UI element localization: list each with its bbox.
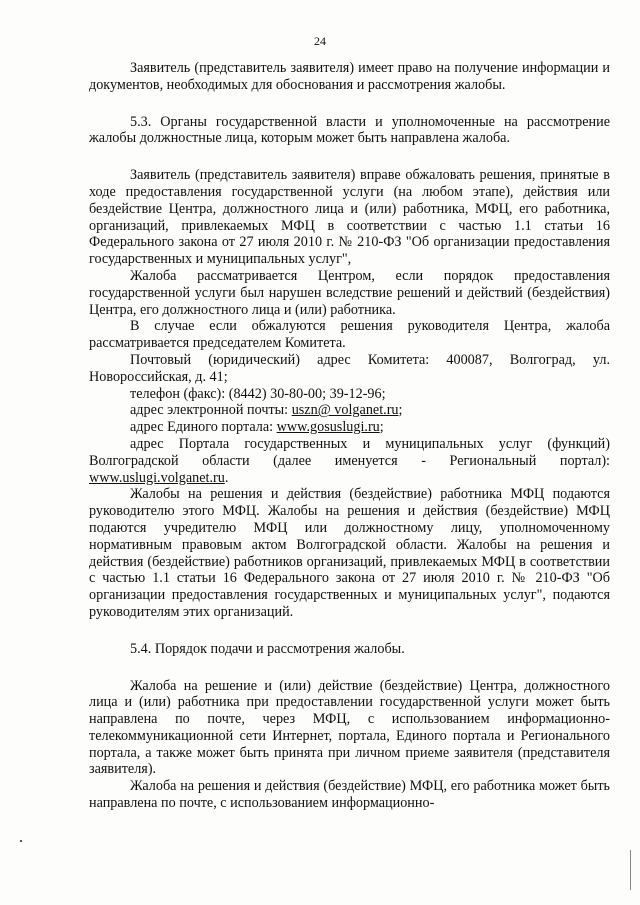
document-body [89,60,610,812]
paragraph-complaint-review: Жалоба рассматривается Центром, если порядок предоставления государственной услуги был нарушен вследствие решений и действий (бездействия) Центра, его должностного лица и (или) работника. [89,267,610,318]
paragraph-right-to-appeal: Заявитель (представитель заявителя) вправе обжаловать решения, принятые в ходе предоставления государственной услуги (на любом этапе), действия или бездействие Центра, должностного лица и (или) работника, МФЦ, его работника, организаций, привлекаемых МФЦ в соответствии с частью 1.1 статьи 16 Федерального закона от 27 июля 2010 г. № 210-ФЗ "Об организации предоставления государственных и муниципальных услуг", [89,167,610,268]
regional-portal-suffix: . [224,469,229,486]
paragraph-head-decisions: В случае если обжалуются решения руководителя Центра, жалоба рассматривается председателем Комитета. [89,318,610,352]
unified-portal-link[interactable]: www.gosuslugi.ru [276,419,380,436]
paragraph-postal-address: Почтовый (юридический) адрес Комитета: 400087, Волгоград, ул. Новороссийская, д. 41; [89,351,610,385]
section-heading-5-4: 5.4. Порядок подачи и рассмотрения жалобы. [130,640,405,657]
email-link[interactable]: uszn@ volganet.ru [291,402,399,419]
paragraph-mfc-complaint-submission: Жалоба на решения и действия (бездействие) МФЦ, его работника может быть направлена по почте, с использованием информационно- [89,778,610,812]
paragraph-unified-portal [89,419,610,436]
unified-portal-suffix: ; [379,419,384,436]
regional-portal-text: адрес Портала государственных и муниципальных услуг (функций) Волгоградской области (далее именуется - Региональный портал): [89,435,610,469]
paragraph-phone: телефон (факс): (8442) 30-80-00; 39-12-96; [130,385,386,402]
scan-dot [20,840,22,842]
paragraph-right-to-information: Заявитель (представитель заявителя) имеет право на получение информации и документов, необходимых для обоснования и рассмотрения жалобы. [89,60,610,93]
scan-edge-mark [630,850,631,890]
paragraph-regional-portal [89,436,610,486]
paragraph-email [89,402,610,419]
paragraph-complaint-submission: Жалоба на решение и (или) действие (бездействие) Центра, должностного лица и (или) работника при предоставлении государственной услуги может быть направлена по почте, через МФЦ, с использованием информационно-телекоммуникационной сети Интернет, портала, Единого портала и Регионального портала, а также может быть принята при личном приеме заявителя (представителя заявителя). [89,677,610,778]
email-label: адрес электронной почты: [130,402,292,419]
unified-portal-label: адрес Единого портала: [130,419,277,436]
email-suffix: ; [398,402,403,419]
page-number: 24 [314,34,326,48]
paragraph-mfc-complaints: Жалобы на решения и действия (бездействие) работника МФЦ подаются руководителю этого МФЦ. Жалобы на решения и действия (бездействие) МФЦ подаются учредителю МФЦ или должностному лицу, уполномоченному нормативным правовым актом Волгоградской области. Жалобы на решения и действия (бездействие) работников организаций, привлекаемых МФЦ в соответствии с частью 1.1 статьи 16 Федерального закона от 27 июля 2010 г. № 210-ФЗ "Об организации предоставления государственных и муниципальных услуг", подаются руководителям этих организаций. [89,486,610,620]
section-heading-5-3: 5.3. Органы государственной власти и уполномоченные на рассмотрение жалобы должностные лица, которым может быть направлена жалоба. [89,113,610,147]
regional-portal-link[interactable]: www.uslugi.volganet.ru [89,469,225,486]
